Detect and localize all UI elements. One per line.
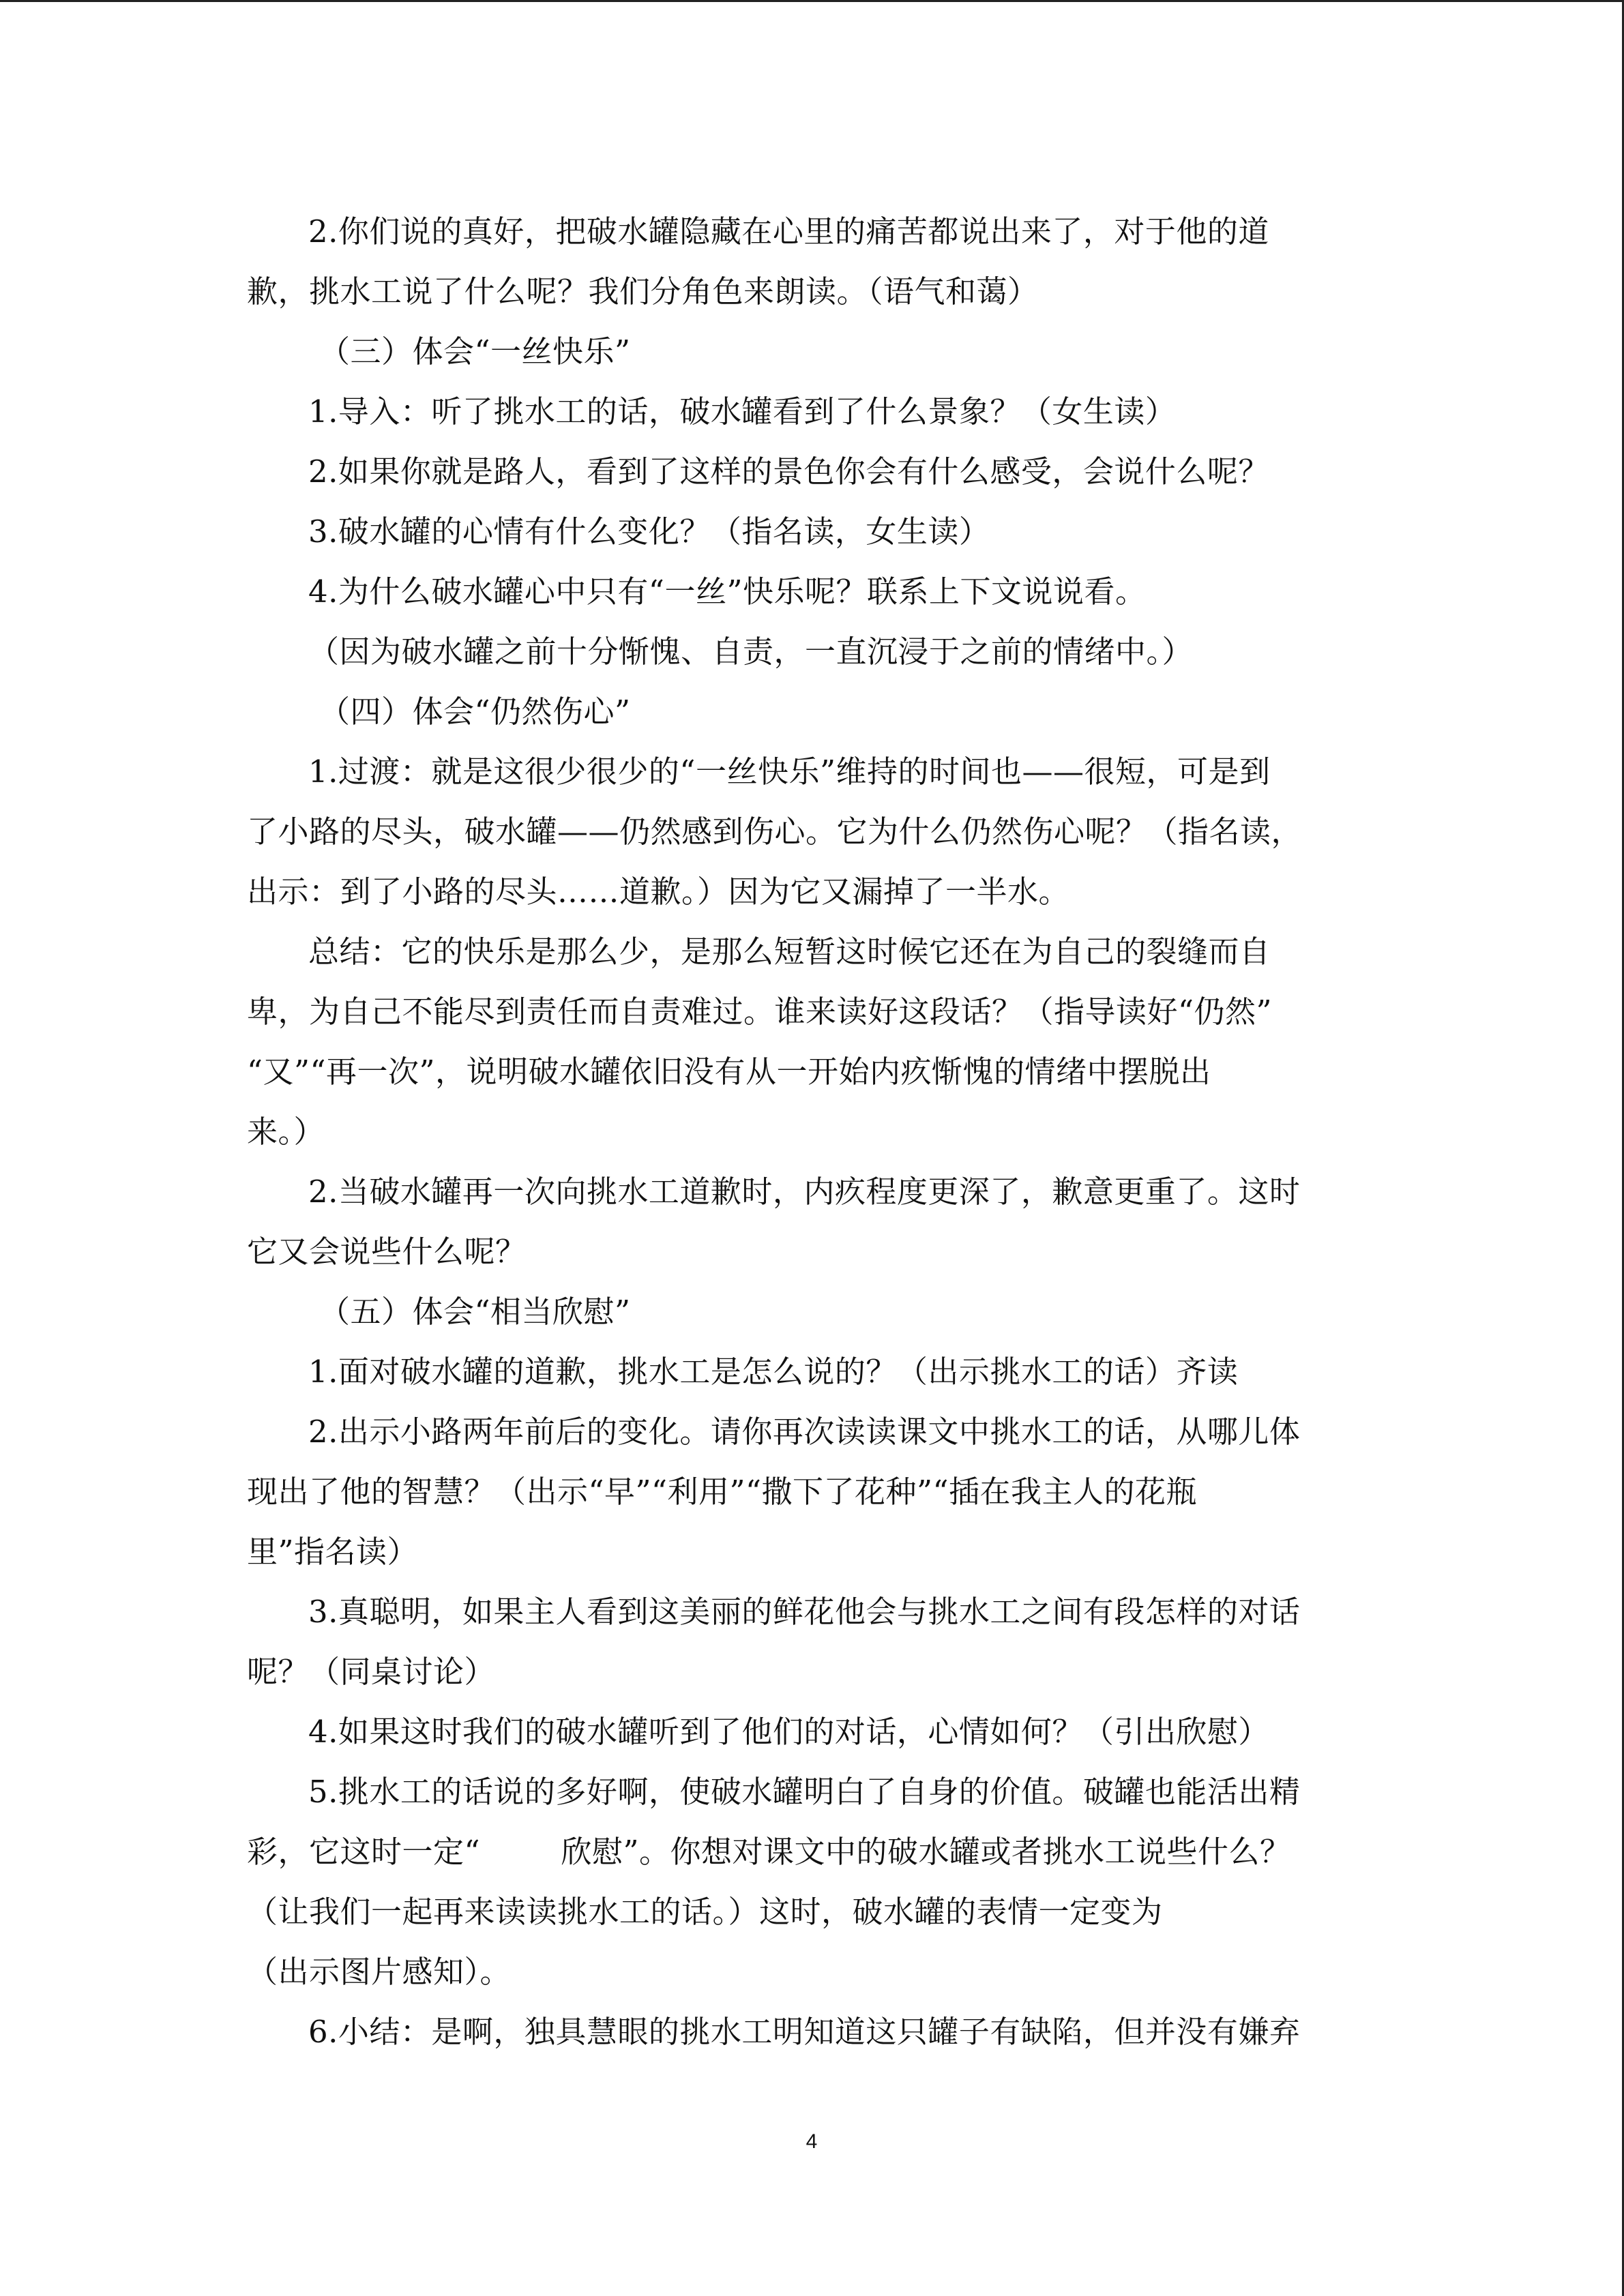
text-line: 2.当破水罐再一次向挑水工道歉时，内疚程度更深了，歉意更重了。这时 [308,1174,1301,1210]
text-line: 5.挑水工的话说的多好啊，使破水罐明白了自身的价值。破罐也能活出精 [308,1774,1301,1810]
text-line: （因为破水罐之前十分惭愧、自责，一直沉浸于之前的情绪中。） [308,633,1194,670]
page-number: 4 [806,2130,818,2153]
text-line: 呢？（同桌讨论） [247,1654,496,1690]
text-line: 3.破水罐的心情有什么变化？（指名读，女生读） [308,513,990,550]
text-line: 出示：到了小路的尽头……道歉。）因为它又漏掉了一半水。 [247,874,1070,910]
section-heading: （四）体会“仍然伤心” [319,694,631,730]
text-line: 歉，挑水工说了什么呢？我们分角色来朗读。（语气和蔼） [247,273,1039,310]
text-line: 6.小结：是啊，独具慧眼的挑水工明知道这只罐子有缺陷，但并没有嫌弃 [308,2014,1301,2050]
text-line: 里”指名读） [247,1534,419,1570]
text-line: 1.过渡：就是这很少很少的“一丝快乐”维持的时间也——很短，可是到 [308,754,1271,790]
text-line: “又”“再一次”，说明破水罐依旧没有从一开始内疚惭愧的情绪中摆脱出 [247,1054,1211,1090]
text-line: 总结：它的快乐是那么少，是那么短暂这时候它还在为自己的裂缝而自 [308,934,1271,970]
text-line: 4.为什么破水罐心中只有“一丝”快乐呢？联系上下文说说看。 [308,573,1147,610]
section-heading: （三）体会“一丝快乐” [319,333,631,370]
text-line: 了小路的尽头，破水罐——仍然感到伤心。它为什么仍然伤心呢？（指名读， [247,814,1303,850]
top-border-line [0,0,1624,2]
text-line: 卑，为自己不能尽到责任而自责难过。谁来读好这段话？（指导读好“仍然” [247,994,1273,1030]
text-line: 1.导入：听了挑水工的话，破水罐看到了什么景象？（女生读） [308,393,1177,430]
text-line: 4.如果这时我们的破水罐听到了他们的对话，心情如何？（引出欣慰） [308,1714,1269,1750]
text-line: （出示图片感知）。 [247,1954,512,1990]
section-heading: （五）体会“相当欣慰” [319,1294,631,1330]
text-line: 它又会说些什么呢？ [247,1234,527,1270]
text-line: 3.真聪明，如果主人看到这美丽的鲜花他会与挑水工之间有段怎样的对话 [308,1594,1301,1630]
text-line: （让我们一起再来读读挑水工的话。）这时，破水罐的表情一定变为 [247,1894,1163,1930]
text-line: 2.如果你就是路人，看到了这样的景色你会有什么感受，会说什么呢？ [308,453,1269,490]
text-line: 来。） [247,1114,325,1150]
text-line: 1.面对破水罐的道歉，挑水工是怎么说的？（出示挑水工的话）齐读 [308,1354,1239,1390]
text-line: 2.出示小路两年前后的变化。请你再次读读课文中挑水工的话，从哪儿体 [308,1414,1301,1450]
text-line: 现出了他的智慧？（出示“早”“利用”“撒下了花种”“插在我主人的花瓶 [247,1474,1198,1510]
text-line: 彩，它这时一定“ 欣慰”。你想对课文中的破水罐或者挑水工说些什么？ [247,1834,1291,1870]
text-line: 2.你们说的真好，把破水罐隐藏在心里的痛苦都说出来了，对于他的道 [308,213,1269,250]
